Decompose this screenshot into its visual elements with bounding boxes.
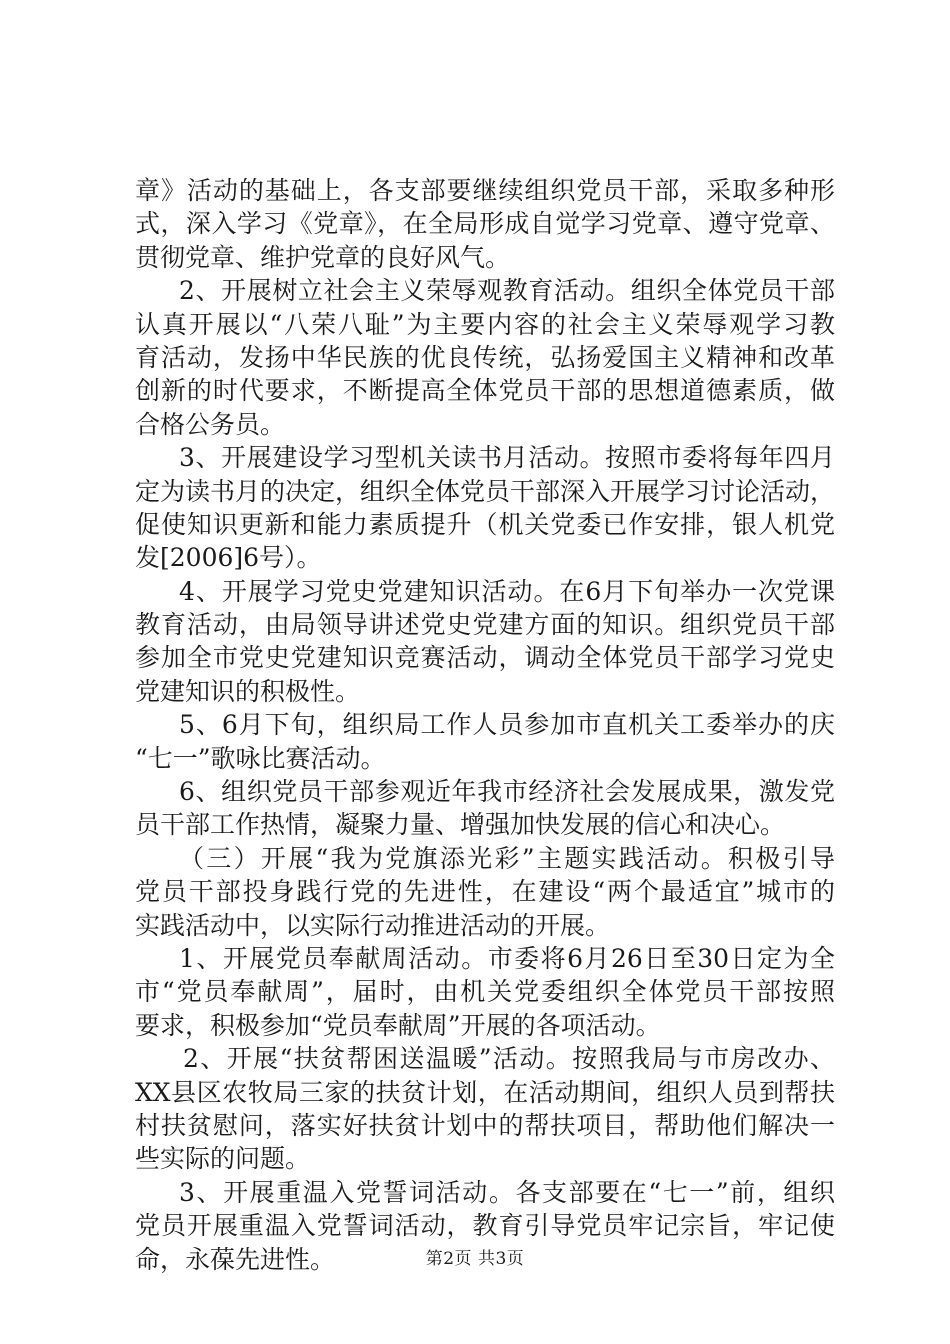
body-line: 3、开展重温入党誓词活动。各支部要在“七一”前，组织 bbox=[179, 1177, 835, 1207]
body-line: 5、6月下旬，组织局工作人员参加市直机关工委举办的庆 bbox=[179, 710, 835, 740]
document-body bbox=[135, 174, 835, 1276]
body-line: 育活动，发扬中华民族的优良传统，弘扬爱国主义精神和改革 bbox=[135, 342, 835, 372]
body-line: 些实际的问题。 bbox=[135, 1144, 311, 1174]
body-line: 4、开展学习党史党建知识活动。在6月下旬举办一次党课 bbox=[179, 576, 835, 606]
body-line: “七一”歌咏比赛活动。 bbox=[135, 743, 386, 773]
body-line: （三）开展“我为党旗添光彩”主题实践活动。积极引导 bbox=[179, 843, 835, 873]
body-line: 教育活动，由局领导讲述党史党建方面的知识。组织党员干部 bbox=[135, 610, 835, 640]
body-line: 市“党员奉献周”，届时，由机关党委组织全体党员干部按照 bbox=[135, 977, 835, 1007]
body-line: 贯彻党章、维护党章的良好风气。 bbox=[135, 242, 511, 272]
body-line: 创新的时代要求，不断提高全体党员干部的思想道德素质，做 bbox=[135, 376, 835, 406]
body-line: 党建知识的积极性。 bbox=[135, 676, 361, 706]
body-line: 章》活动的基础上，各支部要继续组织党员干部，采取多种形 bbox=[135, 176, 835, 205]
body-line: 发[2006]6号）。 bbox=[135, 543, 322, 573]
body-line: 党员开展重温入党誓词活动，教育引导党员牢记宗旨，牢记使 bbox=[135, 1211, 835, 1241]
body-line: 6、组织党员干部参观近年我市经济社会发展成果，激发党 bbox=[179, 777, 835, 807]
body-line: 1、开展党员奉献周活动。市委将6月26日至30日定为全 bbox=[179, 943, 835, 973]
body-line: 定为读书月的决定，组织全体党员干部深入开展学习讨论活动， bbox=[135, 476, 836, 506]
body-line: 式，深入学习《党章》，在全局形成自觉学习党章、遵守党章、 bbox=[135, 209, 835, 239]
body-line: 实践活动中，以实际行动推进活动的开展。 bbox=[135, 910, 611, 940]
body-line: 参加全市党史党建知识竞赛活动，调动全体党员干部学习党史 bbox=[135, 643, 835, 673]
body-line: 党员干部投身践行党的先进性，在建设“两个最适宜”城市的 bbox=[135, 877, 835, 907]
body-line: 要求，积极参加“党员奉献周”开展的各项活动。 bbox=[135, 1010, 661, 1040]
page-footer: 第2页 共3页 bbox=[425, 1249, 525, 1269]
body-line: 员干部工作热情，凝聚力量、增强加快发展的信心和决心。 bbox=[135, 810, 786, 840]
body-line: 3、开展建设学习型机关读书月活动。按照市委将每年四月 bbox=[179, 443, 835, 473]
body-line: 促使知识更新和能力素质提升（机关党委已作安排，银人机党 bbox=[135, 509, 835, 539]
body-line: 认真开展以“八荣八耻”为主要内容的社会主义荣辱观学习教 bbox=[135, 309, 835, 339]
body-line: 村扶贫慰问，落实好扶贫计划中的帮扶项目，帮助他们解决一 bbox=[135, 1110, 835, 1140]
body-line: 2、开展树立社会主义荣辱观教育活动。组织全体党员干部 bbox=[179, 276, 835, 306]
body-line: 2、开展“扶贫帮困送温暖”活动。按照我局与市房改办、 bbox=[183, 1044, 835, 1074]
body-line: XX县区农牧局三家的扶贫计划，在活动期间，组织人员到帮扶 bbox=[135, 1077, 835, 1107]
body-line: 命，永葆先进性。 bbox=[135, 1244, 336, 1274]
body-line: 合格公务员。 bbox=[135, 409, 286, 439]
